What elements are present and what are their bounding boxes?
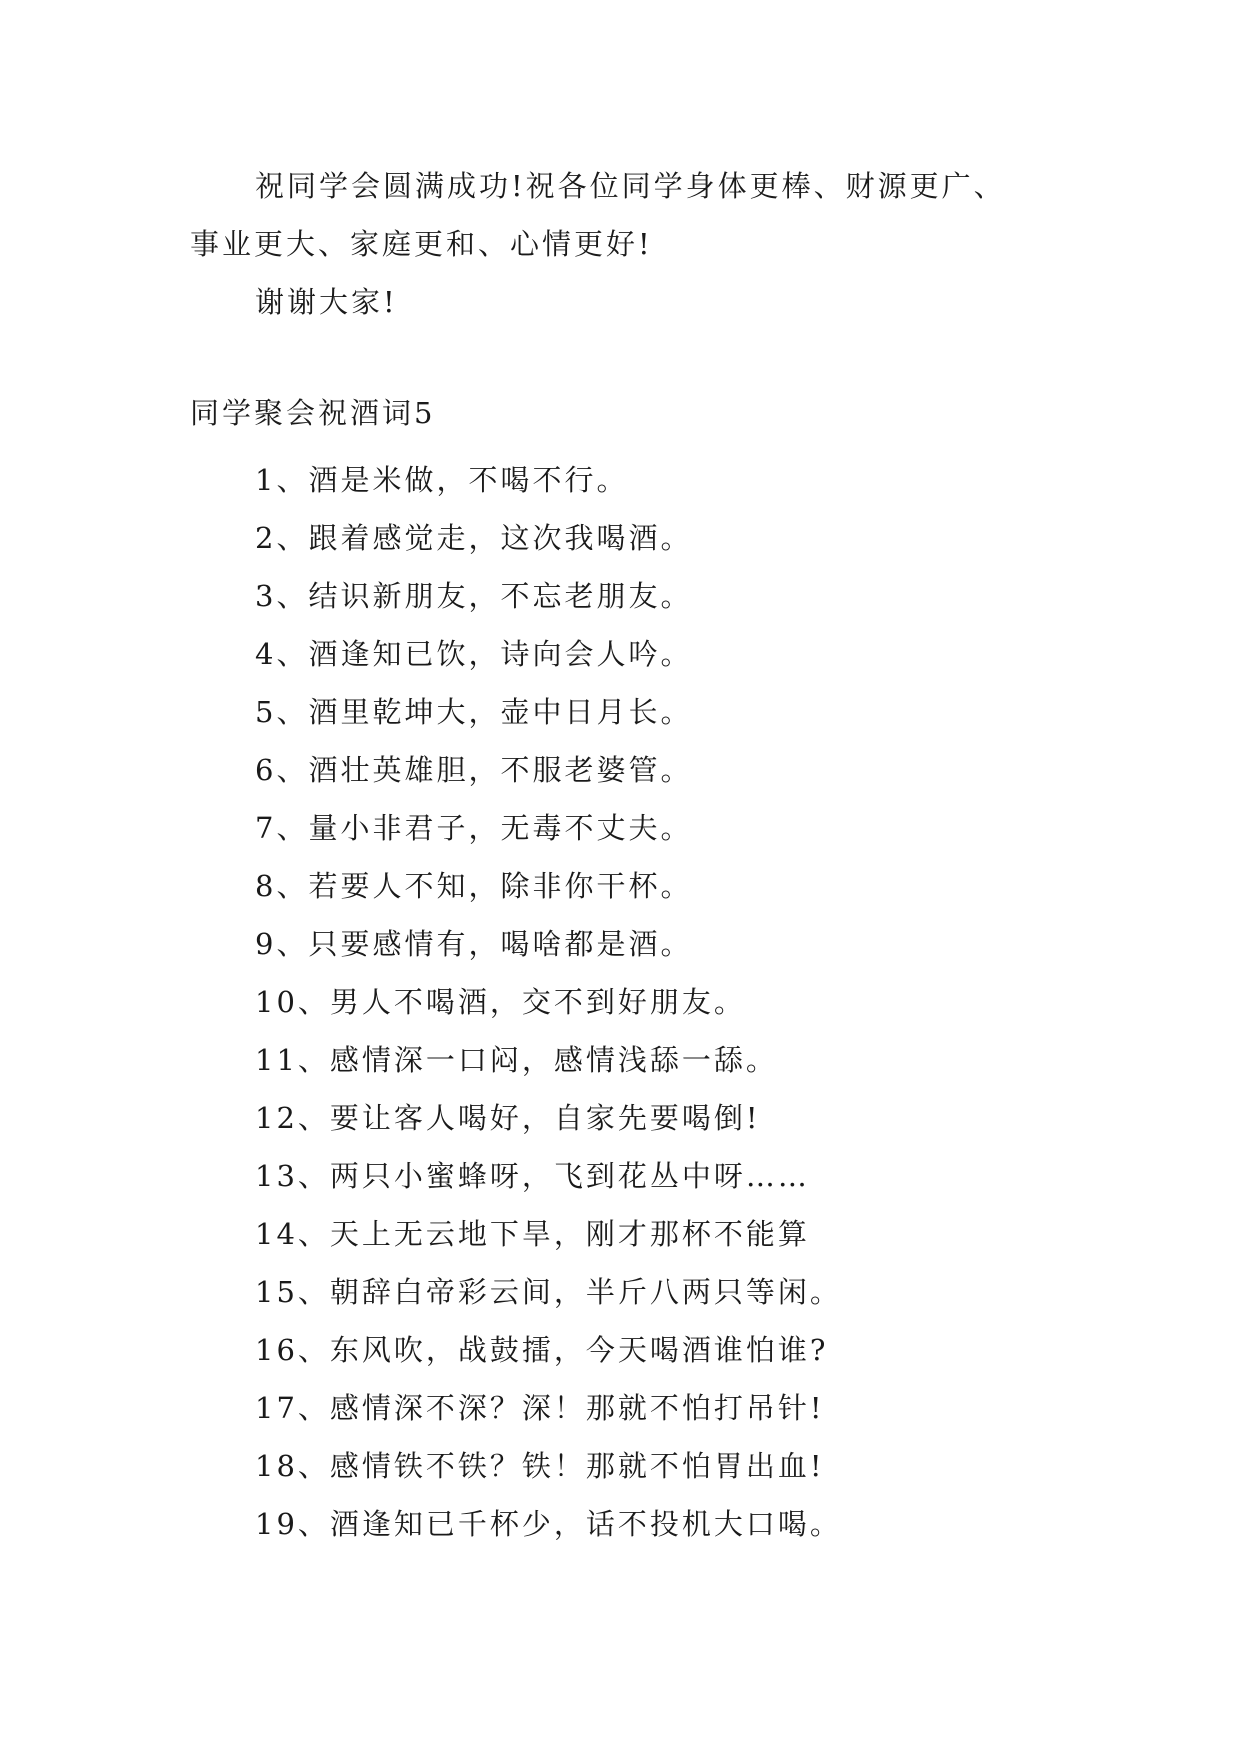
list-item: 16、东风吹，战鼓擂，今天喝酒谁怕谁? xyxy=(255,1333,829,1367)
intro-line-1: 祝同学会圆满成功!祝各位同学身体更棒、财源更广、 xyxy=(255,169,1006,203)
intro-line-2: 事业更大、家庭更和、心情更好! xyxy=(190,227,653,261)
list-item: 12、要让客人喝好，自家先要喝倒! xyxy=(255,1101,761,1135)
list-item: 19、酒逢知已千杯少，话不投机大口喝。 xyxy=(255,1507,842,1541)
section-title: 同学聚会祝酒词5 xyxy=(190,396,436,430)
list-item: 13、两只小蜜蜂呀，飞到花丛中呀…… xyxy=(255,1159,810,1193)
toast-list xyxy=(255,451,842,1553)
list-item: 15、朝辞白帝彩云间，半斤八两只等闲。 xyxy=(255,1275,842,1309)
list-item: 10、男人不喝酒，交不到好朋友。 xyxy=(255,985,746,1019)
list-item: 3、结识新朋友，不忘老朋友。 xyxy=(255,579,693,613)
list-item: 4、酒逢知已饮，诗向会人吟。 xyxy=(255,637,693,671)
list-item: 9、只要感情有，喝啥都是酒。 xyxy=(255,927,693,961)
list-item: 1、酒是米做，不喝不行。 xyxy=(255,463,629,497)
list-item: 11、感情深一口闷，感情浅舔一舔。 xyxy=(255,1043,778,1077)
thanks-line: 谢谢大家! xyxy=(255,285,398,319)
list-item: 8、若要人不知，除非你干杯。 xyxy=(255,869,693,903)
list-item: 5、酒里乾坤大，壶中日月长。 xyxy=(255,695,693,729)
list-item: 2、跟着感觉走，这次我喝酒。 xyxy=(255,521,693,555)
list-item: 14、天上无云地下旱，刚才那杯不能算 xyxy=(255,1217,810,1251)
list-item: 6、酒壮英雄胆，不服老婆管。 xyxy=(255,753,693,787)
list-item: 7、量小非君子，无毒不丈夫。 xyxy=(255,811,693,845)
list-item: 18、感情铁不铁？铁！那就不怕胃出血! xyxy=(255,1449,825,1483)
list-item: 17、感情深不深？深！那就不怕打吊针! xyxy=(255,1391,825,1425)
